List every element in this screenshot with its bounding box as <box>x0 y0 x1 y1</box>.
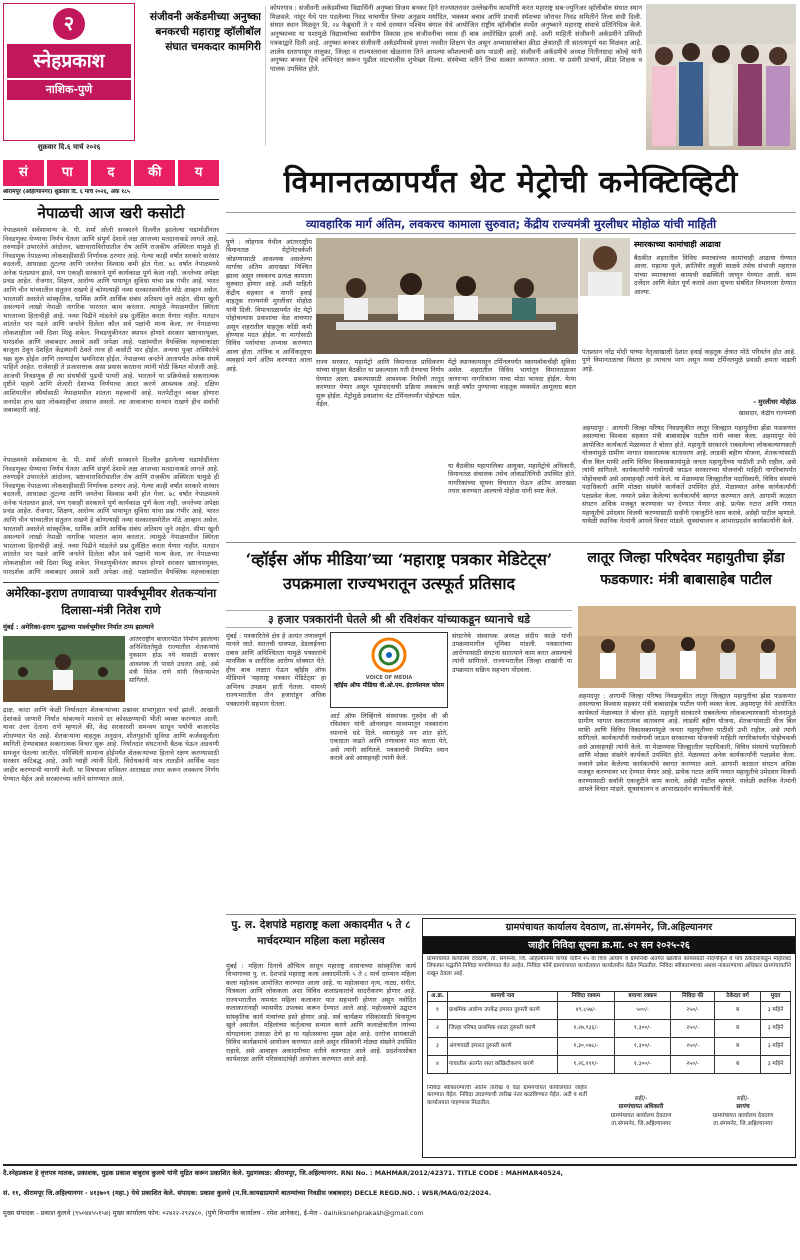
tender-col-header: निविदा रक्कम <box>558 992 615 1002</box>
table-cell: ब <box>715 1037 761 1055</box>
sampadakiya-letter: पा <box>47 160 88 186</box>
imprint-line-3: मुख्य संपादक - प्रकाश कुलथे (९५०४४५५१५४) मुख्य कार्यालय फोन: ०२४२२-२९२४८०, (पुणे विभागीय कार्यालय - रमेश आनेकर), ई-मेल - dainiksnehprakash@gmail.com <box>3 1209 424 1217</box>
metro-quote-role: खासदार, केंद्रीय राज्यमंत्री <box>738 410 796 417</box>
tender-table-header <box>428 992 791 1002</box>
latur-intro-text: अहमदपूर : आगामी जिल्हा परिषद निवडणुकीत लातूर जिल्ह्यात महायुतीचा झेंडा फडकणार असल्याचा विश्वास सहकार मंत्री बाबासाहेब पाटील यांनी व्यक्त केला. अहमदपूर येथे आयोजित कार्यकर्ता मेळाव्यात ते बोलत होते. महायुती सरकारने राबवलेल्या लोककल्याणकारी योजनांमुळे ग्रामीण भागात सकारात्मक वातावरण आहे. लाडकी बहीण योजना, शेतकऱ्यांसाठी वीज बिल माफी आणि विविध विकासकामांमुळे जनता महायुतीच्या पाठीशी उभी राहील, असे त्यांनी सांगितले. कार्यकर्त्यांनी गावोगावी जाऊन सरकारच्या योजनांची माहिती नागरिकांपर्यंत पोहोचवावी असे आवाहनही त्यांनी केले. या मेळाव्यास जिल्ह्यातील पदाधिकारी, विविध संस्थांचे पदाधिकारी आणि मोठ्या संख्येने कार्यकर्ते उपस्थित होते. मेळाव्यात अनेक कार्यकर्त्यांनी पक्षप्रवेश केला. नव्याने प्रवेश केलेल्या कार्यकर्त्यांचे स्वागत करण्यात आले. आगामी काळात संघटन अधिक मजबूत करण्यावर भर देण्यात येणार आहे. प्रत्येक गटात आणि गणात महायुतीचे उमेदवार विजयी करण्यासाठी सर्वांनी एकजुटीने काम करावे, असेही पाटील म्हणाले. यावेळी स्थानिक नेत्यांनी आपले विचार मांडले. सूत्रसंचालन व आभारप्रदर्शन कार्यकर्त्यांनी केले. <box>582 424 796 525</box>
signatory-office: ग्रामपंचायत कार्यालय देवठाण <box>712 1112 774 1119</box>
assembly-photo <box>3 636 125 702</box>
masthead-logo: स्नेहप्रकाश <box>7 44 131 78</box>
masthead-number-badge: २ <box>53 8 85 40</box>
imprint-line-2: सं. ११, श्रीरामपूर जि.अहिल्यानगर - ४१३७०९ (महा.) येथे प्रकाशित केले. संपादक: प्रकाश कुलथे (म.वि.कायद्याप्रमाणे बातम्यांच्या निवडीस जबाबदार) DECLE REGD.NO. : WSR/MAG/02/2024. <box>3 1189 492 1197</box>
group-photo-figures <box>646 4 796 150</box>
latur-headline: लातूर जिल्हा परिषदेवर महायुतीचा झेंडा फडकणार: मंत्री बाबासाहेब पाटील <box>587 550 785 588</box>
table-cell: १ <box>428 1001 448 1019</box>
meeting-photo <box>316 238 578 354</box>
sampadakiya-letter: द <box>91 160 132 186</box>
latur-body: अहमदपूर : आगामी जिल्हा परिषद निवडणुकीत लातूर जिल्ह्यात महायुतीचा झेंडा फडकणार असल्याचा विश्वास सहकार मंत्री बाबासाहेब पाटील यांनी व्यक्त केला. अहमदपूर येथे आयोजित कार्यकर्ता मेळाव्यात ते बोलत होते. महायुती सरकारने राबवलेल्या लोककल्याणकारी योजनांमुळे ग्रामीण भागात सकारात्मक वातावरण आहे. लाडकी बहीण योजना, शेतकऱ्यांसाठी वीज बिल माफी आणि विविध विकासकामांमुळे जनता महायुतीच्या पाठीशी उभी राहील, असे त्यांनी सांगितले. कार्यकर्त्यांनी गावोगावी जाऊन सरकारच्या योजनांची माहिती नागरिकांपर्यंत पोहोचवावी असे आवाहनही त्यांनी केले. या मेळाव्यास जिल्ह्यातील पदाधिकारी, विविध संस्थांचे पदाधिकारी आणि मोठ्या संख्येने कार्यकर्ते उपस्थित होते. मेळाव्यात अनेक कार्यकर्त्यांनी पक्षप्रवेश केला. नव्याने प्रवेश केलेल्या कार्यकर्त्यांचे स्वागत करण्यात आले. आगामी काळात संघटन अधिक मजबूत करण्यावर भर देण्यात येणार आहे. प्रत्येक गटात आणि गणात महायुतीचे उमेदवार विजयी करण्यासाठी सर्वांनी एकजुटीने काम करावे, असेही पाटील म्हणाले. यावेळी स्थानिक नेत्यांनी आपले विचार मांडले. सूत्रसंचालन व आभारप्रदर्शन कार्यकर्त्यांनी केले. <box>578 692 796 793</box>
table-cell: १,३००/- <box>614 1019 671 1037</box>
assembly-scene <box>3 636 125 702</box>
signatory-office: ग्रामपंचायत कार्यालय देवठाण <box>610 1112 672 1119</box>
media-logo-text: व्हॉईस ऑफ मीडिया वी.ओ.एम. इंटरनॅशनल फोरम <box>334 682 444 690</box>
signature-mark: सही/- <box>634 1096 648 1102</box>
top-story-body: कोपरगाव : संजीवनी अकॅडमीच्या विद्यार्थिनी अनुष्का विजय बनकर हिने राज्यस्तरावर उल्लेखनीय कामगिरी करत महाराष्ट्र सब-ज्युनिअर व्हॉलीबॉल संघात स्थान मिळवले. नांदूर येथे पार पडलेल्या निवड चाचणीत तिच्या अनुक्रम मर्यादित, भक्कम बचाव आणि प्रभावी स्मॅशच्या जोरावर निवड समितीने तिला संधी दिली. संघात स्थान मिळवून दि. २४ फेब्रुवारी ते १ मार्च दरम्यान पश्चिम बंगाल येथे आयोजित राष्ट्रीय व्हॉलीबॉल स्पर्धेत अनुष्काने महाराष्ट्र संघाचे प्रतिनिधित्व केले. अनुष्काच्या या यशामुळे विद्यार्थ्यांच्या सर्वांगीण विकास हाच संजीवनीचा ध्यास ही बाब अधोरेखित झाली आहे. अशी माहिती संजीवनी अकॅडमीने प्रसिध्दी पत्रकाद्वारे दिली आहे. अनुष्का बनकर संजीवनी अकॅडमीमध्ये इयत्ता नववीत शिक्षण घेत असून अभ्यासासोबत क्रीडा क्षेत्रातही ती सातत्यपूर्ण यश मिळवत आहे. शालेय स्तरापासून तालुका, जिल्हा व राज्यस्तरावर खेळताना तिने आपल्या कौशल्याची छाप पाडली आहे. संजीवनी अकॅडमीचे अध्यक्ष नितीनदादा कोल्हे यांनी अनुष्का बनकर हिचे अभिनंदन करून पुढील वाटचालीस शुभेच्छा दिल्या. संस्थेच्या वतीने तिचा सत्कार करण्यात आला. या प्रसंगी प्राचार्य, क्रीडा शिक्षक व पालक उपस्थित होते. <box>270 4 642 73</box>
table-cell: ३ महिने <box>761 1055 791 1073</box>
tender-signature-2 <box>693 1095 793 1151</box>
iran-headline: अमेरिका-इराण तणावाच्या पार्श्वभूमीवर शेतकऱ्यांना दिलासा-मंत्री नितेश राणे <box>5 586 217 618</box>
table-cell: ३ <box>428 1037 448 1055</box>
table-cell: १,२६,१११/- <box>558 1055 615 1073</box>
metro-body-4: या बैठकीस महापालिका आयुक्त, महामेट्रोचे अधिकारी, विमानतळ संचालक तसेच लोकप्रतिनिधी उपस्थित होते. नागरिकांच्या सूचना विचारात घेऊन अंतिम आराखडा तयार करण्यात आल्याचे मोहोळ यांनी स्पष्ट केले. <box>448 462 576 496</box>
table-cell: जिल्हा परिषद प्राथमिक शाळा दुरुस्ती करणे <box>448 1019 558 1037</box>
media-logo <box>330 632 448 708</box>
tender-title: जाहीर निविदा सूचना क्र.मा. ०२ सन २०२५-२६ <box>423 937 795 954</box>
signatory-title: ग्रामपंचायत अधिकारी <box>618 1104 664 1111</box>
meeting-scene <box>316 238 578 354</box>
iran-side-text: आंतरराष्ट्रीय बाजारपेठेत निर्माण झालेल्या अनिश्चिततेमुळे राज्यातील शेतकऱ्यांचे नुकसान होऊ नये यासाठी सरकार आवश्यक ती पावले उचलत आहे, असे मंत्री नितेश राणे यांनी विधानसभेत सांगितले. <box>129 636 219 684</box>
media-subhead: ३ हजार पत्रकारांनी घेतले श्री श्री रविशंकर यांच्याकडून ध्यानाचे धडे <box>226 610 572 628</box>
voice-of-media-logo-icon <box>331 635 447 675</box>
table-cell: गावातील अंतर्गत रस्ता काँक्रिटीकरण करणे <box>448 1055 558 1073</box>
sampadakiya-letter: की <box>134 160 175 186</box>
media-logo-tag: VOICE OF MEDIA <box>365 675 413 681</box>
tender-table <box>427 991 791 1074</box>
table-cell: ४९,८५७/- <box>558 1001 615 1019</box>
table-row <box>428 1019 791 1037</box>
signatory-title: सरपंच <box>736 1104 750 1111</box>
iran-top-rule <box>3 582 219 583</box>
sampadakiya-letter: सं <box>3 160 44 186</box>
table-cell: १,२७,९३६/- <box>558 1019 615 1037</box>
sampadakiya-banner <box>3 160 219 186</box>
table-row <box>428 1037 791 1055</box>
table-cell: १,३००/- <box>614 1055 671 1073</box>
tender-col-header: अ.क्र. <box>428 992 448 1002</box>
mohol-portrait <box>580 238 630 296</box>
metro-body-1: पुणे : लोहगाव येथील आंतरराष्ट्रीय विमानतळ मेट्रोनेटवर्कशी जोडण्यासाठी आवश्यक असलेल्या मार्गाचा अंतिम आराखडा निश्चित झाला असून लवकरच प्रत्यक्ष कामाला सुरुवात होणार आहे. अशी माहिती केंद्रीय सहकार व नागरी हवाई वाहतूक राज्यमंत्री मुरलीधर मोहोळ यांनी दिली. विमानतळापर्यंत थेट मेट्रो पोहोचल्यास प्रवाशांचा वेळ वाचणार असून शहरातील वाहतूक कोंडी कमी होण्यास मदत होईल. या मार्गासाठी विविध पर्यायांचा अभ्यास करण्यात आला होता. तांत्रिक व आर्थिकदृष्ट्या व्यवहार्य मार्ग अंतिम करण्यात आला आहे. <box>226 238 312 373</box>
imprint-line-1: दै.स्नेहप्रकाश हे वृत्तपत्र मालक, प्रकाशक, मुद्रक प्रकाश बाबुराव कुलथे यांनी मुद्रित करून प्रकाशित केले. मुद्रणस्थळ: श्रीरामपूर, जि.अहिल्यानगर. RNI No. : MAHMAR/2012/42371. TITLE CODE : MAHMAR40524, <box>3 1169 564 1177</box>
table-cell: १,३०,०७८/- <box>558 1037 615 1055</box>
signatory-place: ता.संगमनेर, जि.अहिल्यानगर <box>713 1121 773 1128</box>
sampadakiya-letter: य <box>178 160 219 186</box>
table-row <box>428 1055 791 1073</box>
metro-quote-author: - मुरलीधर मोहोळ <box>753 398 796 406</box>
table-cell: ४ <box>428 1055 448 1073</box>
metro-box-body: बैठकीत शहरातील विविध स्मारकांच्या कामांचाही आढावा घेण्यात आला. महात्मा फुले, क्रांतिवीर लहुजी साळवे तसेच संभाजी महाराज यांच्या स्मारकाच्या कामाची सद्यस्थिती जाणून घेण्यात आली. काम दर्जेदार आणि वेळेत पूर्ण करावे अशा सूचना संबंधित विभागाला देण्यात आल्या. <box>634 254 796 296</box>
editorial-body-continued: नेपाळमध्ये सर्वसामान्य के. पी. शर्मा ओली सरकारने दिल्लीत झालेल्या घडामोडींनंतर निवडणुका घेण्याचा निर्णय घेतला आणि संपूर्ण देशाचे लक्ष आजच्या मतदानाकडे लागले आहे. तरुणाईने उभारलेले आंदोलन, भ्रष्टाचाराविरोधातील रोष आणि राजकीय अस्थिरता यामुळे ही निवडणूक नेपाळच्या लोकशाहीसाठी निर्णायक ठरणार आहे. गेल्या काही वर्षांत सरकारे वारंवार बदलली, आघाड्या तुटल्या आणि जनतेचा विश्वास कमी होत गेला. ७८ वर्षांत नेपाळमध्ये अनेक पंतप्रधान झाले, पण एकाही सरकारने पूर्ण कार्यकाळ पूर्ण केला नाही. जनतेच्या अपेक्षा प्रचंड आहेत. रोजगार, शिक्षण, आरोग्य आणि पायाभूत सुविधा यांचा प्रश्न गंभीर आहे. भारत आणि चीन यांच्यातील संतुलन राखणे हे कोणत्याही नव्या सरकारसमोरील मोठे आव्हान असेल. भारताशी असलेले सांस्कृतिक, धार्मिक आणि आर्थिक संबंध अतिशय जुने आहेत. सीमा खुली असल्याने लाखो नेपाळी नागरिक भारतात काम करतात. त्यामुळे नेपाळमधील स्थिरता भारताच्या हिताचीही आहे. नव्या पिढीने मांडलेले प्रश्न दुर्लक्षित करता येणार नाहीत. मतदान शांततेत पार पडले आणि जनतेने दिलेला कौल सर्व पक्षांनी मान्य केला, तर नेपाळच्या लोकशाहीला नवी दिशा मिळू शकेल. निवडणुकीनंतर स्थापन होणारे सरकार भ्रष्टाचारमुक्त, पारदर्शक आणि जबाबदार असावे अशी अपेक्षा आहे. पक्षांमधील वैयक्तिक महत्त्वाकांक्षा <box>3 456 219 576</box>
tender-header: ग्रामपंचायत कार्यालय देवठाण, ता.संगमनेर, जि.अहिल्यानगर <box>423 919 795 937</box>
table-cell: अंगणवाडी इमारत दुरुस्ती करणे <box>448 1037 558 1055</box>
portrait-figure <box>580 238 630 296</box>
table-cell: २५०/- <box>671 1055 715 1073</box>
latur-stage-scene <box>578 606 796 688</box>
editorial-title: नेपाळची आज खरी कसोटी <box>37 204 185 222</box>
metro-body-2: राज्य सरकार, महामेट्रो आणि विमानतळ प्राधिकरण यांच्या संयुक्त बैठकीत या प्रकल्पाला गती देण्याचा निर्णय घेण्यात आला. प्रकल्पासाठी आवश्यक निधीची तरतूद करण्यात येणार असून भूसंपादनाची प्रक्रिया लवकरच सुरू होईल. मेट्रोमुळे प्रवाशांना थेट टर्मिनलपर्यंत पोहोचता येईल. <box>316 358 444 409</box>
tender-col-header: ठेकेदार वर्ग <box>715 992 761 1002</box>
metro-box-body-2: पंतप्रधान नरेंद्र मोदी यांच्या नेतृत्वाखाली देशात हवाई वाहतूक क्षेत्रात मोठे परिवर्तन होत आहे. पुणे विमानतळाचा विस्तार हा त्याचाच भाग असून नव्या टर्मिनलमुळे प्रवासी क्षमता वाढली आहे. <box>582 348 796 373</box>
tender-col-header: बयाणा रक्कम <box>614 992 671 1002</box>
masthead <box>3 3 135 141</box>
signatory-place: ता.संगमनेर, जि.अहिल्यानगर <box>611 1121 671 1128</box>
media-body-1: मुंबई : पत्रकारितेचे क्षेत्र हे अत्यंत तणावपूर्ण मानले जाते. सततची धावपळ, डेडलाईनचा दबाव आणि अनिश्चितता यामुळे पत्रकारांचे मानसिक व शारीरिक आरोग्य धोक्यात येते. हीच बाब लक्षात घेऊन व्हॉईस ऑफ मीडियाने ‘महाराष्ट्र पत्रकार मेडिटेट्स’ हा अभिनव उपक्रम हाती घेतला. यामध्ये राज्यभरातील तीन हजारांहून अधिक पत्रकारांनी सहभाग घेतला. <box>226 632 326 708</box>
table-cell: ३ महिने <box>761 1001 791 1019</box>
tender-footer: निविदा स्वीकारण्याची अंतिम तारीख व वेळ ग्रामपंचायत कार्यालयात जाहीर करण्यात येईल. निविदा उघडण्याची तारीख नंतर कळविण्यात येईल. अटी व शर्ती कार्यालयात पाहण्यास मिळतील. <box>427 1085 587 1106</box>
top-story-headline: संजीवनी अकॅडमीच्या अनुष्का बनकरची महाराष्ट्र व्हॉलीबॉल संघात चमकदार कामगिरी <box>149 11 261 53</box>
pl-headline: पु. ल. देशपांडे महाराष्ट्र कला अकादमीत ५ ते ८ मार्चदरम्यान महिला कला महोत्सव <box>231 919 411 947</box>
metro-box-title: स्मारकाच्या कामांचाही आढावा <box>634 240 721 249</box>
signature-mark: सही/- <box>736 1096 750 1102</box>
table-cell: ब <box>715 1019 761 1037</box>
table-cell: ब <box>715 1001 761 1019</box>
media-headline: ‘व्हॉईस ऑफ मीडिया’च्या ‘महाराष्ट्र पत्रकार मेडिटेट्स’ उपक्रमाला राज्यभरातून उत्स्फूर्त प्रतिसाद <box>245 550 553 593</box>
pl-top-rule <box>226 914 796 915</box>
table-cell: २५०/- <box>671 1037 715 1055</box>
editorial-body: नेपाळमध्ये सर्वसामान्य के. पी. शर्मा ओली सरकारने दिल्लीत झालेल्या घडामोडींनंतर निवडणुका घेण्याचा निर्णय घेतला आणि संपूर्ण देशाचे लक्ष आजच्या मतदानाकडे लागले आहे. तरुणाईने उभारलेले आंदोलन, भ्रष्टाचाराविरोधातील रोष आणि राजकीय अस्थिरता यामुळे ही निवडणूक नेपाळच्या लोकशाहीसाठी निर्णायक ठरणार आहे. गेल्या काही वर्षांत सरकारे वारंवार बदलली, आघाड्या तुटल्या आणि जनतेचा विश्वास कमी होत गेला. ७८ वर्षांत नेपाळमध्ये अनेक पंतप्रधान झाले, पण एकाही सरकारने पूर्ण कार्यकाळ पूर्ण केला नाही. जनतेच्या अपेक्षा प्रचंड आहेत. रोजगार, शिक्षण, आरोग्य आणि पायाभूत सुविधा यांचा प्रश्न गंभीर आहे. भारत आणि चीन यांच्यातील संतुलन राखणे हे कोणत्याही नव्या सरकारसमोरील मोठे आव्हान असेल. भारताशी असलेले सांस्कृतिक, धार्मिक आणि आर्थिक संबंध अतिशय जुने आहेत. सीमा खुली असल्याने लाखो नेपाळी नागरिक भारतात काम करतात. त्यामुळे नेपाळमधील स्थिरता भारताच्या हिताचीही आहे. नव्या पिढीने मांडलेले प्रश्न दुर्लक्षित करता येणार नाहीत. मतदान शांततेत पार पडले आणि जनतेने दिलेला कौल सर्व पक्षांनी मान्य केला, तर नेपाळच्या लोकशाहीला नवी दिशा मिळू शकेल. निवडणुकीनंतर स्थापन होणारे सरकार भ्रष्टाचारमुक्त, पारदर्शक आणि जबाबदार असावे अशी अपेक्षा आहे. पक्षांमधील वैयक्तिक महत्त्वाकांक्षा बाजूला ठेवून देशहित केंद्रस्थानी ठेवले तरच ही कसोटी पार होईल. अन्यथा पुन्हा अस्थिरतेचे चक्र सुरू होईल आणि तरुणाईचा भ्रमनिरास होईल. नेपाळच्या जनतेने आतापर्यंत अनेक संघर्ष पाहिले आहेत. राजेशाही ते प्रजासत्ताक असा प्रवास करताना त्यांनी मोठी किंमत मोजली आहे. आजची निवडणूक ही त्या संघर्षाची पुढची पायरी आहे. भारताने या प्रक्रियेकडे सकारात्मक दृष्टीने पाहणे आणि शेजारी देशाच्या निर्णयाचा आदर करणे आवश्यक आहे. दक्षिण आशियातील स्थैर्यासाठी नेपाळमधील शांतता महत्त्वाची आहे. मतपेटीतून व्यक्त होणारा जनादेश हाच खरा लोकशाहीचा आवाज असतो. त्या आवाजाचा सन्मान राखणे हीच सर्वांची जबाबदारी आहे. <box>3 226 219 415</box>
sampadakiya-strip: श्रीरामपूर (अहिल्यानगर) शुक्रवार दि. ६ मार्च २०२६, अंक १८५ <box>3 189 219 200</box>
iran-dateline: मुंबई : अमेरिका-इराण युद्धाच्या पार्श्वभूमीवर निर्यात ठप्प झाल्याने <box>3 623 154 631</box>
girls-group-photo <box>646 4 796 150</box>
metro-body-3: मेट्रो स्थानकापासून टर्मिनलपर्यंत स्कायवॉकचीही सुविधा असेल. शहरातील विविध भागांतून विमानतळावर जाणाऱ्या नागरिकांना याचा मोठा फायदा होईल. येत्या काही वर्षांत पुण्याच्या वाहतूक व्यवस्थेत आमूलाग्र बदल घडेल. <box>448 358 576 400</box>
date-line: शुक्रवार दि.६ मार्च २०२६ <box>37 143 101 151</box>
table-cell: प्राथमिक आरोग्य उपकेंद्र इमारत दुरुस्ती करणे <box>448 1001 558 1019</box>
table-cell: २ <box>428 1019 448 1037</box>
table-cell: २५०/- <box>671 1001 715 1019</box>
latur-event-photo <box>578 606 796 688</box>
table-cell: १,३००/- <box>614 1037 671 1055</box>
tender-intro: ग्रामपंचायत कार्यालय देवठाण, ता. संगमनेर, जि. अहिल्यानगर यांच्या वतीने १५ वा वित्त आयोग व ग्रामनिधी अंतर्गत खालील कामांसाठी नोंदणीकृत व पात्र ठेकेदारांकडून मोहोरबंद लिफाफा पद्धतीने निविदा मागविण्यात येत आहेत. निविदा फॉर्म ग्रामपंचायत कार्यालयात कार्यालयीन वेळेत मिळतील. निविदा स्वीकारण्याचा अथवा नाकारण्याचा अधिकार ग्रामपंचायतीने राखून ठेवला आहे. <box>427 956 791 977</box>
metro-headline: विमानतळापर्यंत थेट मेट्रोची कनेक्टिव्हिटी <box>283 165 739 200</box>
tender-notice <box>422 918 796 1158</box>
table-cell: ब <box>715 1055 761 1073</box>
tender-signature-1 <box>591 1095 691 1151</box>
imprint <box>3 1164 797 1256</box>
metro-subhead: व्यावहारिक मार्ग अंतिम, लवकरच कामाला सुरुवात; केंद्रीय राज्यमंत्री मुरलीधर मोहोळ यांची माहिती <box>226 212 796 234</box>
table-cell: ३ महिने <box>761 1019 791 1037</box>
pl-body: मुंबई : महिला दिनाचे औचित्य साधून महाराष्ट्र शासनाच्या सांस्कृतिक कार्य विभागाच्या पु. ल. देशपांडे महाराष्ट्र कला अकादमीतर्फे ५ ते ८ मार्च दरम्यान महिला कला महोत्सव आयोजित करण्यात आला आहे. या महोत्सवात नृत्य, नाट्य, संगीत, चित्रकला आणि लोककला अशा विविध कलाप्रकारांचे सादरीकरण होणार आहे. राज्यभरातील नामवंत महिला कलाकार यात सहभागी होणार असून नवोदित कलाकारांनाही व्यासपीठ उपलब्ध करून देण्यात आले आहे. महोत्सवाचे उद्घाटन सांस्कृतिक कार्य मंत्र्यांच्या हस्ते होणार आहे. सर्व कार्यक्रम रसिकांसाठी विनामूल्य खुले असतील. महिलांच्या कर्तृत्वाचा सन्मान करणे आणि कलाक्षेत्रातील त्यांच्या योगदानाला उजाळा देणे हा या महोत्सवाचा मुख्य उद्देश आहे. दररोज सायंकाळी विविध कार्यक्रमांचे आयोजन करण्यात आले असून रसिकांनी मोठ्या संख्येने उपस्थित राहावे, असे आवाहन अकादमीच्या वतीने करण्यात आले आहे. प्रदर्शनासोबत कार्यशाळा आणि परिसंवादांचेही आयोजन करण्यात आले आहे. <box>226 962 416 1063</box>
table-cell: ५००/- <box>614 1001 671 1019</box>
table-row <box>428 1001 791 1019</box>
table-cell: २५०/- <box>671 1019 715 1037</box>
media-body-2: आर्ट ऑफ लिव्हिंगचे संस्थापक गुरुदेव श्री श्री रविशंकर यांनी ऑनलाइन माध्यमातून पत्रकारांना ध्यानाचे धडे दिले. ध्यानामुळे मन शांत होते, एकाग्रता वाढते आणि तणावावर मात करता येते, असे त्यांनी सांगितले. पत्रकारांनी नियमित ध्यान करावे असे आवाहनही त्यांनी केले. <box>330 712 448 763</box>
tender-col-header: निविदा फी <box>671 992 715 1002</box>
tender-col-header: कामाचे नाव <box>448 992 558 1002</box>
media-body-3: संघटनेचे संस्थापक अध्यक्ष संदीप काळे यांनी उपक्रमामागील भूमिका मांडली. पत्रकारांच्या आरोग्यासाठी संघटना सातत्याने काम करत असल्याचे त्यांनी सांगितले. राज्यभरातील जिल्हा शाखांनी या उपक्रमात सक्रिय सहभाग नोंदवला. <box>452 632 572 674</box>
tender-col-header: मुदत <box>761 992 791 1002</box>
masthead-edition: नाशिक-पुणे <box>7 80 131 100</box>
table-cell: ३ महिने <box>761 1037 791 1055</box>
section-divider <box>226 542 796 543</box>
iran-body: द्राक्ष, कांदा आणि केळी निर्यातदार शेतकऱ्यांच्या प्रश्नावर सभागृहात चर्चा झाली. आखाती देशांकडे जाणारी निर्यात थांबल्याने मालाचे दर कोसळण्याची भीती व्यक्त करण्यात आली. यावर उत्तर देताना राणे म्हणाले की, केंद्र सरकारशी समन्वय साधून पर्यायी बाजारपेठ शोधण्यात येत आहे. शेतकऱ्यांना वाहतूक अनुदान, शीतगृहांची सुविधा आणि कर्जवसुलीला स्थगिती देण्याबाबत सकारात्मक विचार सुरू आहे. निर्यातदार संघटनांची बैठक घेऊन अडचणी समजून घेतल्या जातील. परिस्थिती सामान्य होईपर्यंत शेतकऱ्यांच्या हिताचे रक्षण करण्यासाठी सरकार कटिबद्ध आहे, अशी ग्वाही त्यांनी दिली. विरोधकांनी मात्र तातडीने आर्थिक मदत जाहीर करण्याची मागणी केली. या विषयावर सविस्तर आराखडा तयार करून लवकरच निर्णय घेण्यात येईल असे सरकारच्या वतीने सांगण्यात आले. <box>3 706 219 783</box>
headline-divider <box>265 6 266 146</box>
